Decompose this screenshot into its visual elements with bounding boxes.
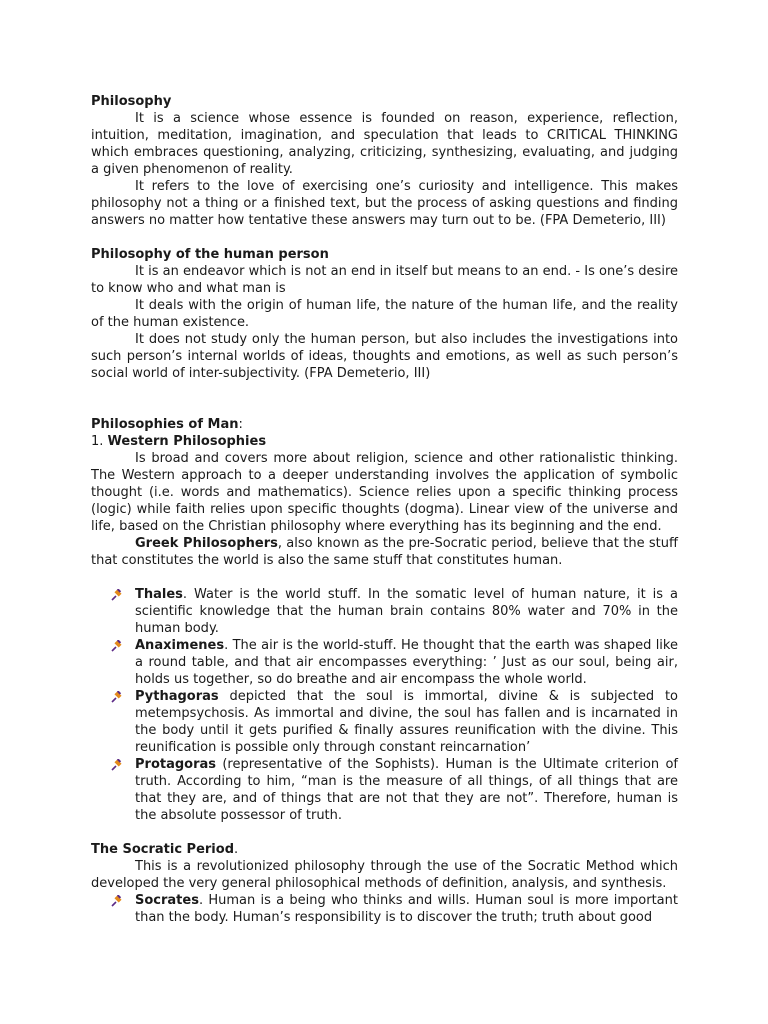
- bullet-text: . Water is the world stuff. In the somatic level of human nature, it is a scientific knowledge that the human brain contains 80% water and 70% in the human body.: [135, 587, 678, 636]
- bullet-list-greek: [91, 586, 678, 824]
- pushpin-bullet-icon: [111, 759, 123, 771]
- paragraph: It is a science whose essence is founded on reason, experience, reflection, intuition, meditation, imagination, and speculation that leads to CRITICAL THINKING which embraces questioning, analyzing, criticizing, synthesizing, evaluating, and judging a given phenomenon of reality.: [91, 111, 678, 177]
- bullet-name: Socrates: [135, 893, 199, 908]
- paragraph: This is a revolutionized philosophy through the use of the Socratic Method which developed the very general philosophical methods of definition, analysis, and synthesis.: [91, 859, 678, 891]
- heading-text: Philosophies of Man: [91, 417, 239, 432]
- pushpin-bullet-icon: [111, 589, 123, 601]
- pushpin-bullet-icon: [111, 640, 123, 652]
- section-heading-philosophies-of-man: [91, 416, 678, 433]
- heading-text: The Socratic Period: [91, 842, 234, 857]
- subsection-title: Western Philosophies: [107, 434, 267, 449]
- list-item: [91, 688, 678, 756]
- bullet-name: Pythagoras: [135, 689, 219, 704]
- heading-suffix: :: [238, 417, 243, 432]
- bullet-name: Thales: [135, 587, 183, 602]
- pushpin-bullet-icon: [111, 691, 123, 703]
- bullet-text: . The air is the world-stuff. He thought that the earth was shaped like a round table, and that air encompasses everything: ’ Just as our soul, being air, holds us together, so do breathe and air encompass the whole world.: [135, 638, 678, 687]
- list-item: [91, 756, 678, 824]
- paragraph: [91, 535, 678, 569]
- document-page: [91, 93, 678, 926]
- bullet-list-socratic: [91, 892, 678, 926]
- paragraph: It refers to the love of exercising one’s curiosity and intelligence. This makes philosophy not a thing or a finished text, but the process of asking questions and finding answers no matter how tentative these answers may turn out to be. (FPA Demeterio, III): [91, 179, 678, 228]
- bullet-text: (representative of the Sophists). Human is the Ultimate criterion of truth. According to him, “man is the measure of all things, of all things that are that they are, and of things that are not that they are not”. Therefore, human is the absolute possessor of truth.: [135, 757, 678, 823]
- bullet-name: Anaximenes: [135, 638, 225, 653]
- list-item: [91, 586, 678, 637]
- pushpin-bullet-icon: [111, 895, 123, 907]
- list-item: [91, 637, 678, 688]
- section-heading-human-person: Philosophy of the human person: [91, 247, 329, 262]
- paragraph: Is broad and covers more about religion, science and other rationalistic thinking. The Western approach to a deeper understanding involves the application of symbolic thought (i.e. words and mathematics). Science relies upon a specific thinking process (logic) while faith relies upon specific thoughts (dogma). Linear view of the universe and life, based on the Christian philosophy where everything has its beginning and the end.: [91, 451, 678, 534]
- bold-term: Greek Philosophers: [135, 536, 278, 551]
- heading-suffix: .: [234, 842, 239, 857]
- section-heading-socratic: [91, 841, 678, 858]
- paragraph: It does not study only the human person, but also includes the investigations into such person’s internal worlds of ideas, thoughts and emotions, as well as such person’s social world of inter-subjectivity. (FPA Demeterio, III): [91, 332, 678, 381]
- paragraph: It deals with the origin of human life, the nature of the human life, and the reality of the human existence.: [91, 298, 678, 330]
- paragraph-text: , also known as the pre-Socratic period, believe that the stuff that constitutes the world is also the same stuff that constitutes human.: [91, 536, 678, 568]
- paragraph: It is an endeavor which is not an end in itself but means to an end. - Is one’s desire to know who and what man is: [91, 264, 678, 296]
- section-heading-philosophy: Philosophy: [91, 94, 172, 109]
- subsection-number: 1.: [91, 434, 108, 449]
- subsection-heading-western: [91, 433, 678, 450]
- list-item: [91, 892, 678, 926]
- bullet-text: depicted that the soul is immortal, divine & is subjected to metempsychosis. As immortal and divine, the soul has fallen and is incarnated in the body until it gets purified & finally assures reunification with the divine. This reunification is possible only through constant reincarnation’: [135, 689, 678, 755]
- bullet-text: . Human is a being who thinks and wills. Human soul is more important than the body. Human’s responsibility is to discover the truth; truth about good: [135, 893, 678, 925]
- bullet-name: Protagoras: [135, 757, 217, 772]
